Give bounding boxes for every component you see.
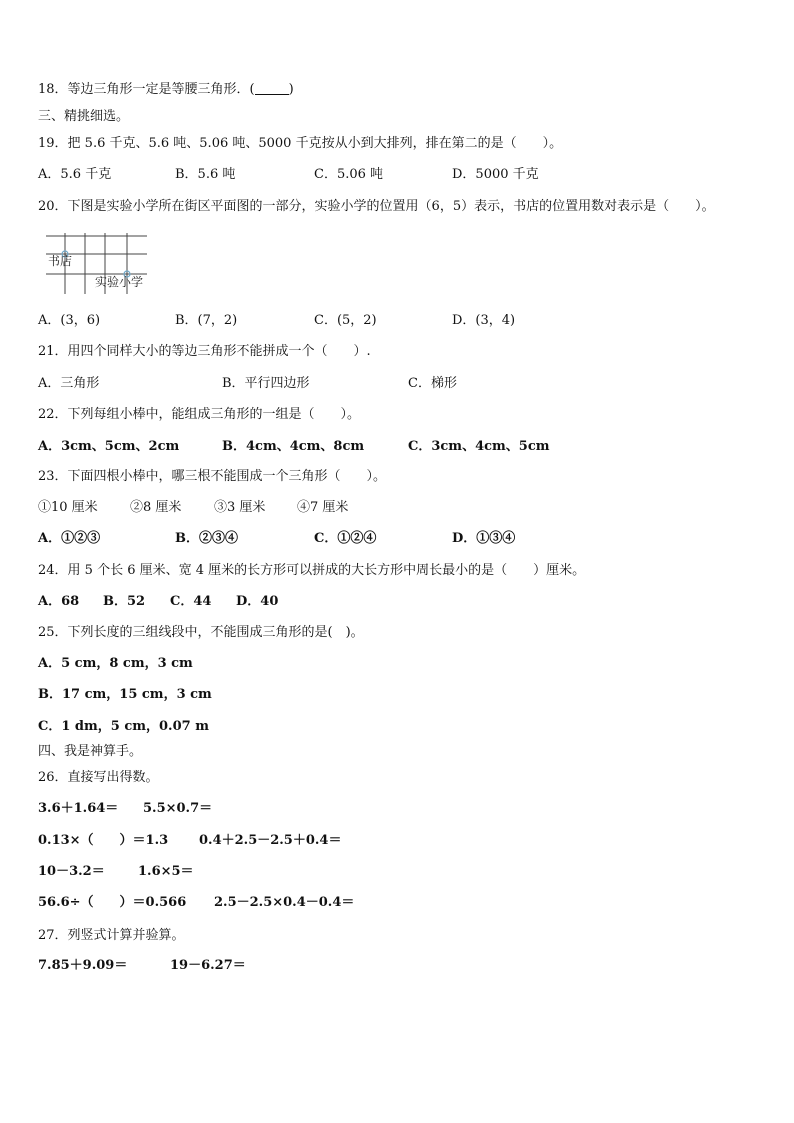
q26-item-7: 56.6÷（ ）＝0.566 [38,895,187,910]
q26-item-2: 5.5×0.7＝ [143,801,213,816]
q23-option-b[interactable]: B．②③④ [175,531,238,546]
q25-option-a[interactable]: A．5 cm，8 cm，3 cm [38,656,193,671]
q21-option-a[interactable]: A．三角形 [38,376,100,391]
street-grid-map [40,228,170,298]
q23-stick-2: ②8 厘米 [130,500,182,515]
q20-option-d[interactable]: D．(3，4) [452,313,516,328]
q23-option-c[interactable]: C．①②④ [314,531,377,546]
q21-stem: 21．用四个同样大小的等边三角形不能拼成一个（ ）. [38,344,371,359]
q19-option-b[interactable]: B．5.6 吨 [175,167,236,182]
q19-option-d[interactable]: D．5000 千克 [452,167,539,182]
q26-item-8: 2.5－2.5×0.4－0.4＝ [214,895,355,910]
q20-option-c[interactable]: C．(5，2) [314,313,377,328]
q27-item-2: 19－6.27＝ [170,958,246,973]
q19-stem: 19．把 5.6 千克、5.6 吨、5.06 吨、5000 千克按从小到大排列，排在第二的是（ ）。 [38,136,563,151]
q24-stem: 24．用 5 个长 6 厘米、宽 4 厘米的长方形可以拼成的大长方形中周长最小的是（ ）厘米。 [38,563,586,578]
q26-item-1: 3.6＋1.64＝ [38,801,119,816]
q20-option-a[interactable]: A．(3，6) [38,313,101,328]
q26-item-6: 1.6×5＝ [138,864,194,879]
q25-option-c[interactable]: C．1 dm，5 cm，0.07 m [38,719,209,734]
q21-option-c[interactable]: C．梯形 [408,376,457,391]
q22-option-b[interactable]: B．4cm、4cm、8cm [222,439,365,454]
q18: 18．等边三角形一定是等腰三角形．( ) [38,82,294,97]
q24-option-a[interactable]: A．68 [38,594,80,609]
section-4-heading: 四、我是神算手。 [38,744,143,759]
q26-item-5: 10－3.2＝ [38,864,105,879]
q23-stick-1: ①10 厘米 [38,500,98,515]
q24-option-d[interactable]: D．40 [236,594,279,609]
q20-stem: 20．下图是实验小学所在街区平面图的一部分，实验小学的位置用（6，5）表示，书店的位置用数对表示是（ ）。 [38,199,715,214]
q23-stick-3: ③3 厘米 [214,500,266,515]
q22-stem: 22．下列每组小棒中，能组成三角形的一组是（ ）。 [38,407,361,422]
q23-option-d[interactable]: D．①③④ [452,531,516,546]
q25-stem: 25．下列长度的三组线段中，不能围成三角形的是( )。 [38,625,364,640]
section-3-heading: 三、精挑细选。 [38,109,130,124]
q24-option-c[interactable]: C．44 [170,594,212,609]
q24-option-b[interactable]: B．52 [103,594,146,609]
q26-item-3: 0.13×（ ）＝1.3 [38,833,169,848]
q23-option-a[interactable]: A．①②③ [38,531,101,546]
q23-stick-4: ④7 厘米 [297,500,349,515]
bookstore-label: 书店 [48,254,73,268]
q26-stem: 26．直接写出得数。 [38,770,159,785]
q19-option-c[interactable]: C．5.06 吨 [314,167,384,182]
q27-item-1: 7.85＋9.09＝ [38,958,128,973]
q19-option-a[interactable]: A．5.6 千克 [38,167,112,182]
q22-option-c[interactable]: C．3cm、4cm、5cm [408,439,550,454]
q21-option-b[interactable]: B．平行四边形 [222,376,310,391]
q22-option-a[interactable]: A．3cm、5cm、2cm [38,439,180,454]
answer-blank[interactable] [255,82,289,95]
q20-option-b[interactable]: B．(7，2) [175,313,238,328]
q25-option-b[interactable]: B．17 cm，15 cm，3 cm [38,687,212,702]
q23-stem: 23．下面四根小棒中，哪三根不能围成一个三角形（ ）。 [38,469,387,484]
school-label: 实验小学 [95,275,144,289]
q27-stem: 27．列竖式计算并验算。 [38,928,185,943]
q26-item-4: 0.4＋2.5－2.5＋0.4＝ [199,833,342,848]
